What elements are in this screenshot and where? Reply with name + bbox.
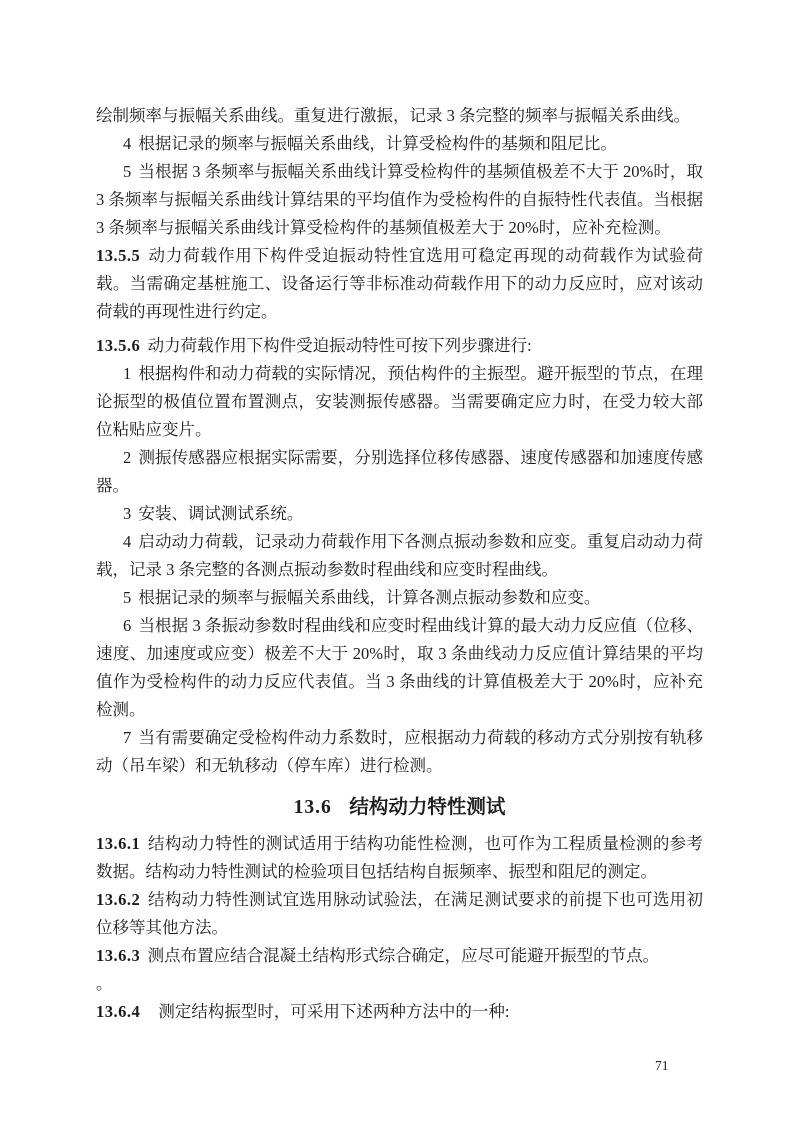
paragraph-text: 当根据 3 条频率与振幅关系曲线计算受检构件的基频值极差不大于 20%时，取 3 条频率与振幅关系曲线计算结果的平均值作为受检构件的自振特性代表值。当根据 3 条频率与振幅关系曲线计算受检构件的基频值极差大于 20%时，应补充检测。 <box>96 162 703 237</box>
list-item-paragraph <box>96 724 703 780</box>
list-item-paragraph <box>96 360 703 444</box>
clause-paragraph <box>96 830 703 886</box>
paragraph-text: 结构动力特性测试宜选用脉动试验法，在满足测试要求的前提下也可选用初位移等其他方法。 <box>96 890 703 937</box>
clause-number: 6 <box>123 616 132 635</box>
list-item-paragraph <box>96 158 703 242</box>
list-item-paragraph <box>96 130 703 158</box>
clause-number: 4 <box>123 532 132 551</box>
paragraph-text: 根据记录的频率与振幅关系曲线，计算受检构件的基频和阻尼比。 <box>138 134 617 153</box>
paragraph-text: 测振传感器应根据实际需要，分别选择位移传感器、速度传感器和加速度传感器。 <box>96 448 703 495</box>
list-item-paragraph <box>96 584 703 612</box>
list-item-paragraph <box>96 528 703 584</box>
paragraph-text: 测定结构振型时，可采用下述两种方法中的一种: <box>158 1002 510 1021</box>
clause-number: 5 <box>123 588 132 607</box>
paragraph-text: 。 <box>96 974 113 993</box>
clause-number: 4 <box>123 134 132 153</box>
paragraph-text: 当根据 3 条振动参数时程曲线和应变时程曲线计算的最大动力反应值（位移、速度、加速度或应变）极差不大于 20%时，取 3 条曲线动力反应值计算结果的平均值作为受检构件的动力反应代表值。当 3 条曲线的计算值极差大于 20%时，应补充检测。 <box>96 616 703 719</box>
paragraph-text: 根据记录的频率与振幅关系曲线，计算各测点振动参数和应变。 <box>138 588 601 607</box>
paragraph-text: 测点布置应结合混凝土结构形式综合确定，应尽可能避开振型的节点。 <box>147 946 660 965</box>
paragraph-text: 当有需要确定受检构件动力系数时，应根据动力荷载的移动方式分别按有轨移动（吊车梁）和无轨移动（停车库）进行检测。 <box>96 728 703 775</box>
page-number: 71 <box>655 1058 669 1073</box>
list-item-paragraph <box>96 500 703 528</box>
clause-number: 13.6.1 <box>96 834 141 853</box>
clause-number: 2 <box>123 448 132 467</box>
paragraph-text: 动力荷载作用下构件受迫振动特性宜选用可稳定再现的动荷载作为试验荷载。当需确定基桩施工、设备运行等非标准动荷载作用下的动力反应时，应对该动荷载的再现性进行约定。 <box>96 246 703 321</box>
clause-number: 13.5.6 <box>96 336 141 355</box>
clause-number: 13.5.5 <box>96 246 141 265</box>
clause-number: 7 <box>123 728 132 747</box>
clause-number: 5 <box>123 162 132 181</box>
clause-number: 13.6.2 <box>96 890 141 909</box>
paragraph-text: 安装、调试测试系统。 <box>138 504 304 523</box>
section-number: 13.6 <box>293 797 332 818</box>
clause-paragraph <box>96 886 703 942</box>
section-title: 结构动力特性测试 <box>349 797 506 818</box>
clause-paragraph <box>96 242 703 326</box>
section-heading <box>96 793 703 823</box>
document-body <box>96 102 703 1026</box>
paragraph <box>96 102 703 130</box>
clause-paragraph <box>96 998 703 1026</box>
clause-number: 3 <box>123 504 132 523</box>
list-item-paragraph <box>96 612 703 724</box>
list-item-paragraph <box>96 444 703 500</box>
paragraph <box>96 970 703 998</box>
paragraph-text: 启动动力荷载，记录动力荷载作用下各测点振动参数和应变。重复启动动力荷载，记录 3 条完整的各测点振动参数时程曲线和应变时程曲线。 <box>96 532 703 579</box>
clause-paragraph <box>96 332 703 360</box>
paragraph-text: 绘制频率与振幅关系曲线。重复进行激振，记录 3 条完整的频率与振幅关系曲线。 <box>96 106 690 125</box>
paragraph-text: 结构动力特性的测试适用于结构功能性检测，也可作为工程质量检测的参考数据。结构动力特性测试的检验项目包括结构自振频率、振型和阻尼的测定。 <box>96 834 703 881</box>
clause-number: 1 <box>123 364 132 383</box>
clause-paragraph <box>96 942 703 970</box>
clause-number: 13.6.3 <box>96 946 141 965</box>
paragraph-text: 动力荷载作用下构件受迫振动特性可按下列步骤进行: <box>147 336 532 355</box>
paragraph-text: 根据构件和动力荷载的实际情况，预估构件的主振型。避开振型的节点，在理论振型的极值位置布置测点，安装测振传感器。当需要确定应力时，在受力较大部位粘贴应变片。 <box>96 364 703 439</box>
clause-number: 13.6.4 <box>96 1002 141 1021</box>
